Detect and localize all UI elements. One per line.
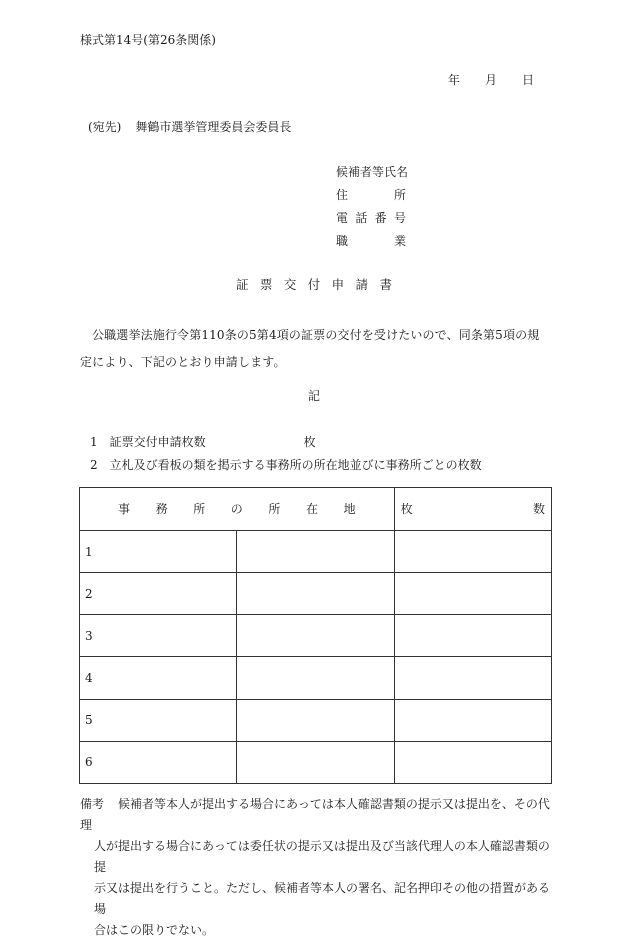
count-cell[interactable] xyxy=(394,699,551,741)
date-year: 年 xyxy=(448,73,461,87)
header-char: 地 xyxy=(343,502,356,516)
address-cell[interactable] xyxy=(237,573,394,615)
item-text: 証票交付申請枚数 xyxy=(109,435,206,449)
date-day: 日 xyxy=(521,73,534,87)
address-cell[interactable] xyxy=(237,615,394,657)
table-row xyxy=(80,657,552,699)
header-char: 所 xyxy=(193,502,206,516)
item-number: 2 xyxy=(90,458,98,472)
date-month: 月 xyxy=(484,73,497,87)
remarks-line-3: 示又は提出を行うこと。ただし、候補者等本人の署名、記名押印その他の措置がある場 xyxy=(94,881,551,916)
header-char: 数 xyxy=(532,502,545,516)
row-number: 4 xyxy=(80,657,237,699)
addressee-label: (宛先) xyxy=(88,120,122,134)
header-office-address xyxy=(80,488,395,531)
header-char: の xyxy=(230,502,243,516)
row-number: 5 xyxy=(80,699,237,741)
applicant-address-label xyxy=(336,189,406,201)
phone-label-char: 号 xyxy=(393,211,406,225)
address-label-char: 所 xyxy=(393,188,406,202)
count-cell[interactable] xyxy=(394,531,551,573)
row-number: 1 xyxy=(80,531,237,573)
addressee xyxy=(88,121,291,133)
header-char: 枚 xyxy=(400,502,413,516)
table-row xyxy=(80,741,552,783)
title-char: 付 xyxy=(307,277,321,292)
phone-label-char: 話 xyxy=(355,211,368,225)
address-label-char: 住 xyxy=(336,188,349,202)
header-char: 所 xyxy=(268,502,281,516)
row-number: 2 xyxy=(80,573,237,615)
remarks-line-1: 候補者等本人が提出する場合にあっては本人確認書類の提示又は提出を、その代理 xyxy=(80,797,550,832)
phone-label-char: 電 xyxy=(336,211,349,225)
count-cell[interactable] xyxy=(394,741,551,783)
item-number: 1 xyxy=(90,435,98,449)
occupation-label-char: 業 xyxy=(393,234,406,248)
title-char: 申 xyxy=(331,277,345,292)
remarks-label: 備考 xyxy=(80,797,105,811)
header-count xyxy=(394,488,551,531)
count-cell[interactable] xyxy=(394,573,551,615)
table-row xyxy=(80,615,552,657)
table-row xyxy=(80,699,552,741)
phone-label-char: 番 xyxy=(374,211,387,225)
office-table xyxy=(79,487,552,784)
remarks xyxy=(80,794,552,941)
body-text: 公職選挙法施行令第110条の5第4項の証票の交付を受けたいので、同条第5項の規定により、下記のとおり申請します。 xyxy=(80,328,540,369)
address-cell[interactable] xyxy=(237,657,394,699)
header-char: 在 xyxy=(305,502,318,516)
address-cell[interactable] xyxy=(237,531,394,573)
remarks-line-4: 合はこの限りでない。 xyxy=(94,923,215,937)
title-char: 書 xyxy=(379,277,392,292)
document-title xyxy=(236,279,392,292)
table-header-row xyxy=(80,488,552,531)
address-cell[interactable] xyxy=(237,699,394,741)
form-number: 様式第14号(第26条関係) xyxy=(80,33,216,47)
title-char: 交 xyxy=(283,277,297,292)
header-char: 事 xyxy=(118,502,131,516)
table-row xyxy=(80,531,552,573)
date-line xyxy=(448,74,534,86)
title-char: 証 xyxy=(236,277,249,292)
row-number: 6 xyxy=(80,741,237,783)
count-cell[interactable] xyxy=(394,657,551,699)
table-row xyxy=(80,573,552,615)
occupation-label-char: 職 xyxy=(336,234,349,248)
item-text: 立札及び看板の類を掲示する事務所の所在地並びに事務所ごとの枚数 xyxy=(109,458,482,472)
count-cell[interactable] xyxy=(394,615,551,657)
item-unit: 枚 xyxy=(303,435,316,449)
header-char: 務 xyxy=(155,502,168,516)
title-char: 請 xyxy=(355,277,369,292)
row-number: 3 xyxy=(80,615,237,657)
address-cell[interactable] xyxy=(237,741,394,783)
remarks-line-2: 人が提出する場合にあっては委任状の提示又は提出及び当該代理人の本人確認書類の提 xyxy=(94,839,550,874)
title-char: 票 xyxy=(259,277,273,292)
applicant-name-label: 候補者等氏名 xyxy=(336,165,409,179)
applicant-phone-label xyxy=(336,212,406,224)
item-2 xyxy=(90,459,482,471)
applicant-occupation-label xyxy=(336,235,406,247)
item-1 xyxy=(90,436,316,448)
ki-heading: 記 xyxy=(308,389,321,403)
addressee-name: 舞鶴市選挙管理委員会委員長 xyxy=(135,120,292,134)
